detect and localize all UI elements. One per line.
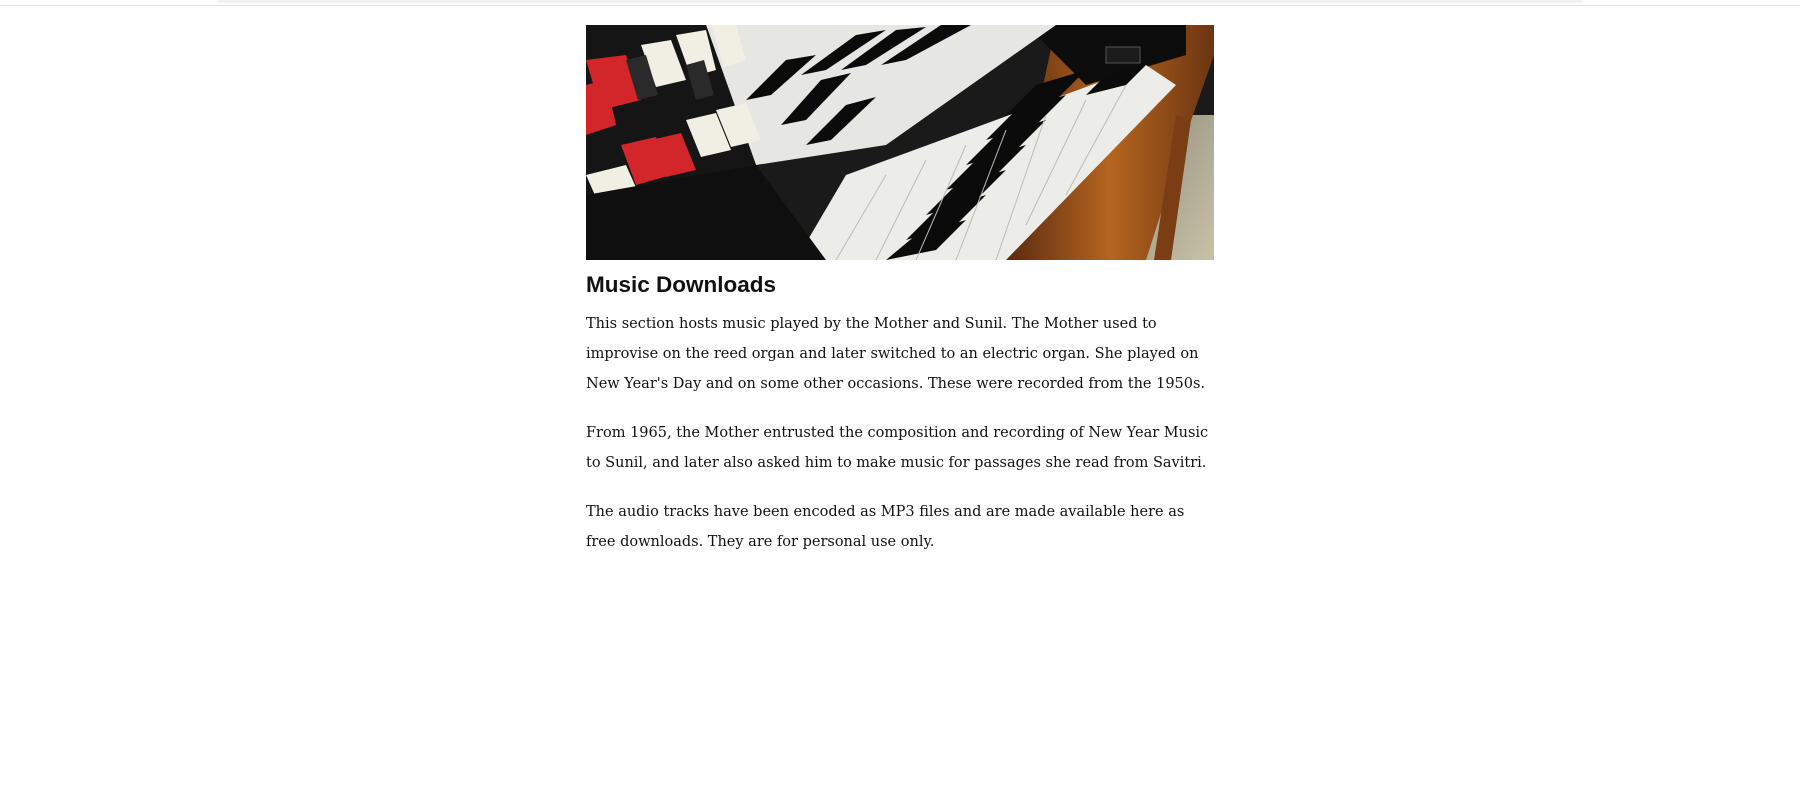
main-content <box>586 25 1214 576</box>
intro-paragraph: This section hosts music played by the Mother and Sunil. The Mother used to improvise on the reed organ and later switched to an electric organ. She played on New Year's Day and on some other occasions. These were recorded from the 1950s. <box>586 316 1206 392</box>
top-bar <box>218 0 1582 3</box>
top-border <box>0 0 1800 6</box>
downloads-paragraph: The audio tracks have been encoded as MP3 files and are made available here as free downloads. They are for personal use only. <box>586 504 1185 550</box>
page-title: Music Downloads <box>586 272 777 297</box>
history-paragraph: From 1965, the Mother entrusted the composition and recording of New Year Music to Sunil, and later also asked him to make music for passages she read from Savitri. <box>586 425 1209 471</box>
organ-keyboard-image <box>586 25 1214 260</box>
